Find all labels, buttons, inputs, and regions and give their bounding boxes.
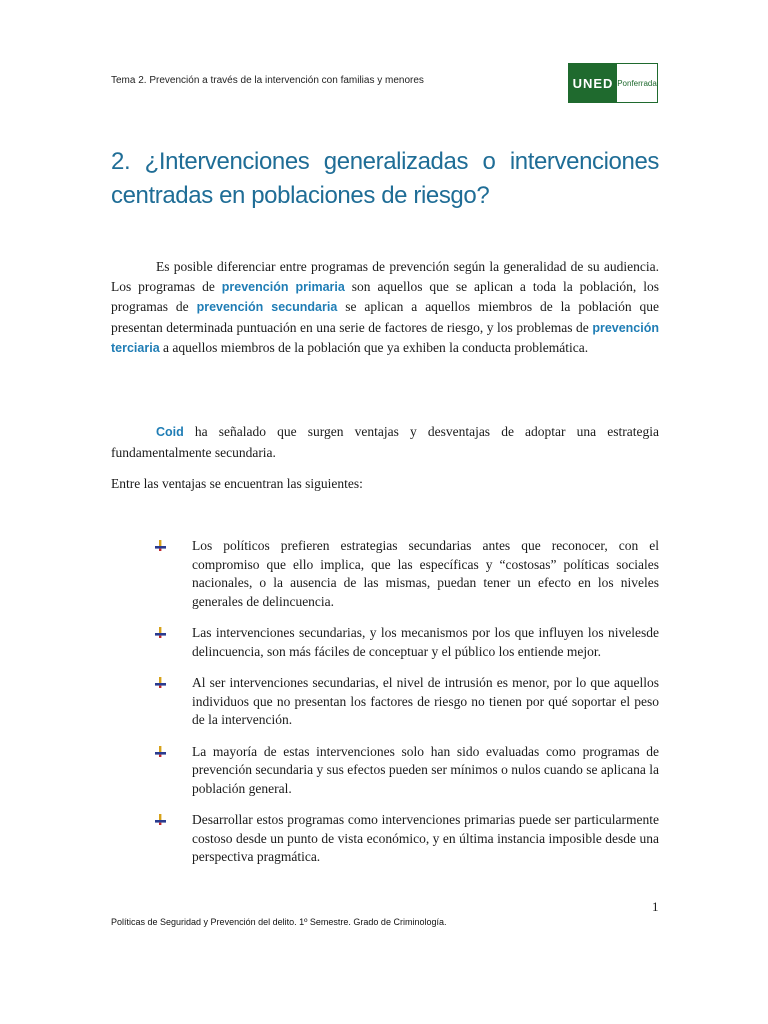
advantages-list [155, 537, 659, 867]
list-item [155, 537, 659, 611]
page-number: 1 [652, 899, 659, 914]
list-item-text: La mayoría de estas intervenciones solo han sido evaluadas como programas de prevención secundaria y sus efectos pueden ser mínimos o nulos cuando se aplicana la población general. [192, 743, 659, 796]
author-coid: Coid [156, 425, 184, 439]
paragraph-prevention-types [111, 257, 659, 359]
term-prevencion-secundaria: prevención secundaria [196, 300, 338, 314]
list-item-text: Las intervenciones secundarias, y los mecanismos por los que influyen los nivelesde delincuencia, son más fáciles de conceptuar y el público los entiende mejor. [192, 625, 659, 659]
paragraph-text: se aplican a aquellos miembros de la población que presentan determinada puntuación en una serie de factores de riesgo, y los problemas de [111, 299, 659, 335]
paragraph-text: son aquellos que se aplican a toda la población, los programas de [111, 278, 659, 314]
bullet-arrow-icon [155, 746, 166, 757]
term-prevencion-primaria: prevención primaria [221, 279, 345, 294]
logo-campus: Ponferrada [617, 78, 657, 88]
list-item [155, 743, 659, 799]
header-title: Tema 2. Prevención a través de la intervención con familias y menores [111, 75, 424, 86]
list-item-text: Los políticos prefieren estrategias secundarias antes que reconocer, con el compromiso que ello implica, que las específicas y “costosas” políticas sociales nacionales, o la ausencia de las mismas, puedan tener un efecto en los niveles generales de delincuencia. [192, 538, 659, 609]
list-item-text: Desarrollar estos programas como intervenciones primarias puede ser particularmente costoso desde un punto de vista económico, y en última instancia imposible desde una perspectiva pragmática. [192, 812, 659, 864]
list-item [155, 674, 659, 730]
paragraph-coid [111, 422, 659, 462]
term-prevencion-terciaria: prevención terciaria [111, 320, 659, 355]
list-item [155, 811, 659, 867]
list-item-text: Al ser intervenciones secundarias, el nivel de intrusión es menor, por lo que aquellos individuos que no presentan los factores de riesgo no tienen por qué soportar el peso de la intervención. [192, 675, 659, 727]
paragraph-text: ha señalado que surgen ventajas y desventajas de adoptar una estrategia fundamentalmente secundaria. [111, 424, 659, 460]
bullet-arrow-icon [155, 627, 166, 638]
uned-logo [568, 63, 658, 103]
logo-brand: UNED [569, 64, 617, 102]
paragraph-text: a aquellos miembros de la población que ya exhiben la conducta problemática. [159, 340, 589, 355]
footer-text: Políticas de Seguridad y Prevención del delito. 1º Semestre. Grado de Criminología. [111, 917, 447, 927]
paragraph-text: Es posible diferenciar entre programas de prevención según la generalidad de su audiencia. Los programas de [111, 259, 659, 294]
list-item [155, 624, 659, 661]
bullet-arrow-icon [155, 814, 166, 825]
paragraph-ventajas-intro: Entre las ventajas se encuentran las siguientes: [111, 476, 363, 491]
bullet-arrow-icon [155, 540, 166, 551]
section-heading: 2. ¿Intervenciones generalizadas o intervenciones centradas en poblaciones de riesgo? [111, 148, 659, 209]
bullet-arrow-icon [155, 677, 166, 688]
